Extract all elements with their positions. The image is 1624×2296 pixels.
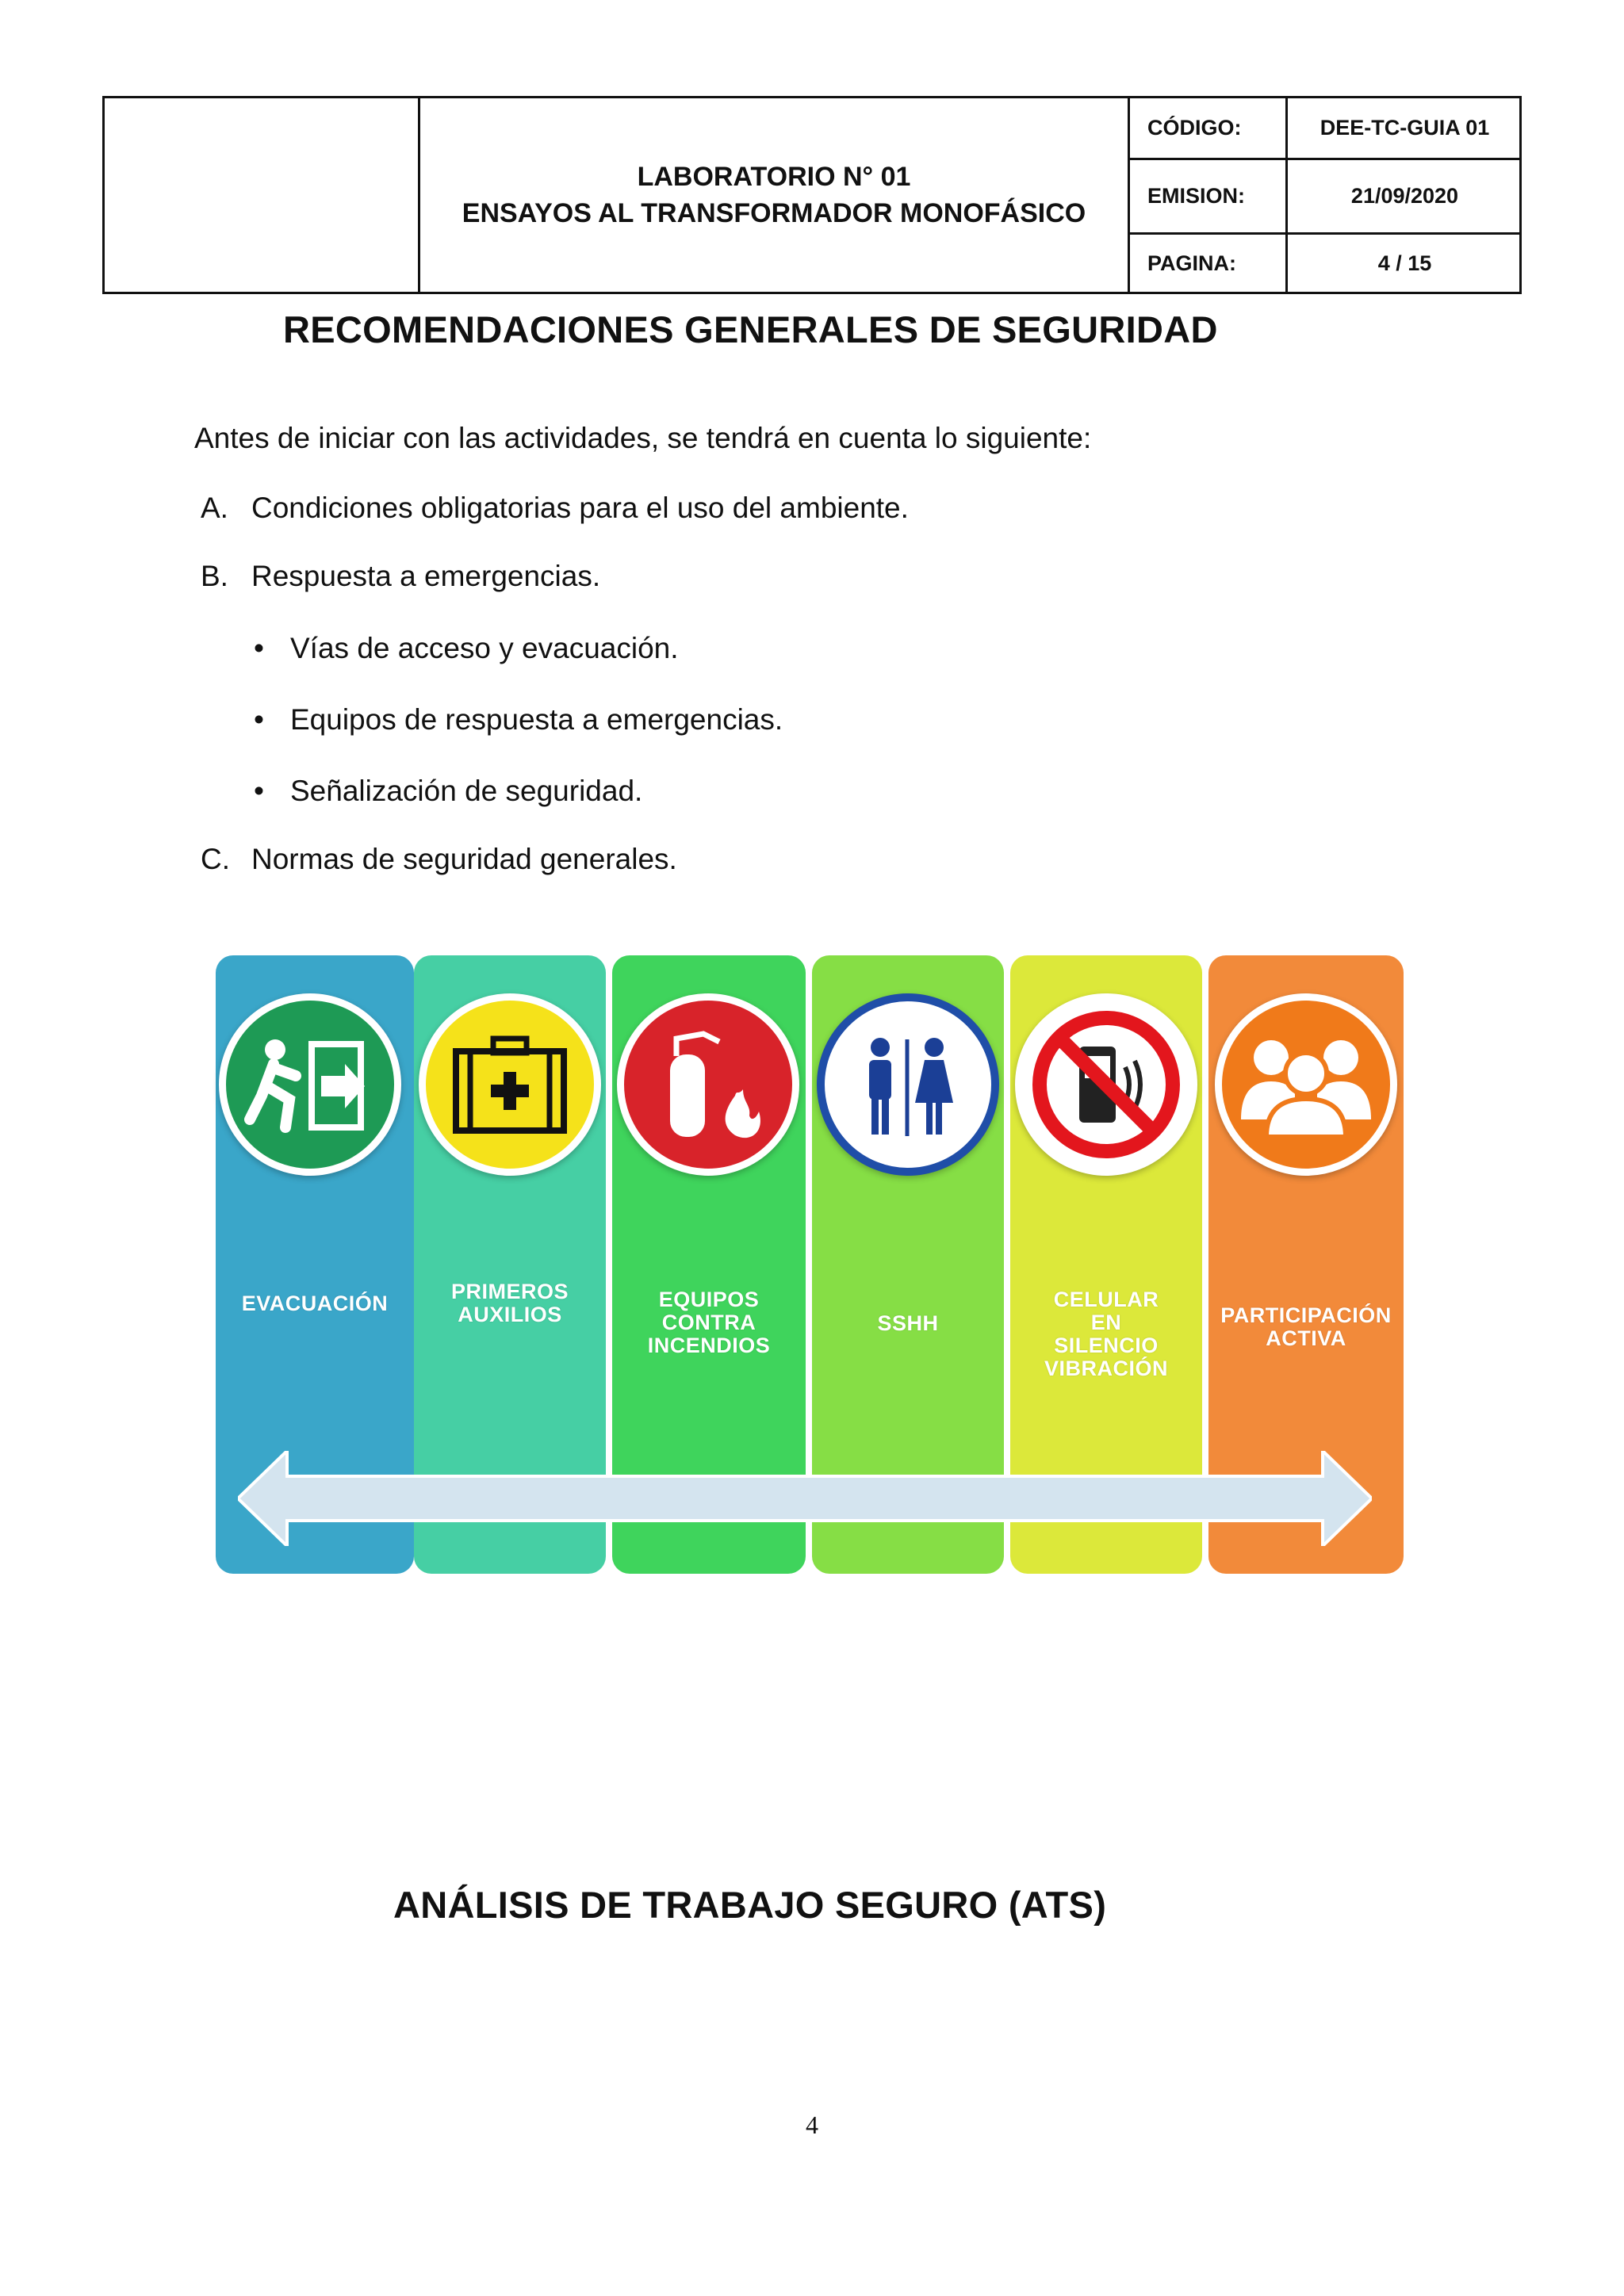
lab-subtitle: ENSAYOS AL TRANSFORMADOR MONOFÁSICO: [462, 198, 1086, 228]
column-label: CELULAR EN SILENCIO VIBRACIÓN: [1044, 1288, 1168, 1380]
intro-paragraph: Antes de iniciar con las actividades, se tendrá en cuenta lo siguiente:: [194, 422, 1092, 454]
bullet-text: Equipos de respuesta a emergencias.: [290, 703, 783, 736]
column-label: EQUIPOS CONTRA INCENDIOS: [647, 1288, 771, 1357]
section-title-ats: ANÁLISIS DE TRABAJO SEGURO (ATS): [393, 1884, 1107, 1926]
list-item-text: Normas de seguridad generales.: [251, 843, 677, 875]
pagina-label: PAGINA:: [1130, 235, 1288, 292]
list-item-c: [201, 843, 677, 876]
column-label: SSHH: [877, 1311, 939, 1335]
fire-extinguisher-icon: [617, 993, 799, 1176]
bullet-text: Señalización de seguridad.: [290, 775, 643, 807]
logo-cell: [105, 98, 420, 292]
pagina-value: 4 / 15: [1377, 251, 1432, 275]
pagina-row: [1130, 235, 1522, 292]
list-item-b: [201, 560, 600, 593]
list-item-text: Respuesta a emergencias.: [251, 560, 601, 592]
header-table: [102, 96, 1522, 294]
list-item-text: Condiciones obligatorias para el uso del ambiente.: [251, 492, 909, 524]
list-marker: B.: [201, 560, 228, 592]
emision-value: 21/09/2020: [1350, 184, 1459, 208]
restroom-icon: [817, 993, 999, 1176]
bullet-item: [254, 703, 783, 737]
list-marker: C.: [201, 843, 230, 875]
bullet-icon: •: [254, 703, 264, 736]
page-number: 4: [806, 2110, 818, 2139]
lab-title: LABORATORIO N° 01: [637, 162, 911, 192]
codigo-value: DEE-TC-GUIA 01: [1320, 116, 1490, 140]
codigo-label: CÓDIGO:: [1130, 98, 1288, 158]
list-marker: A.: [201, 492, 228, 524]
column-label: PARTICIPACIÓN ACTIVA: [1220, 1303, 1392, 1350]
column-label: EVACUACIÓN: [241, 1292, 389, 1315]
bullet-text: Vías de acceso y evacuación.: [290, 632, 679, 664]
safety-infographic: [216, 955, 1409, 1574]
header-meta: [1130, 98, 1522, 292]
header-title-cell: [420, 98, 1130, 292]
double-arrow-icon: [238, 1451, 1372, 1546]
bullet-icon: •: [254, 632, 264, 664]
first-aid-icon: [419, 993, 601, 1176]
bullet-icon: •: [254, 775, 264, 807]
no-phone-icon: [1015, 993, 1197, 1176]
group-icon: [1215, 993, 1397, 1176]
bullet-item: [254, 775, 643, 808]
emision-label: EMISION:: [1130, 160, 1288, 232]
emision-row: [1130, 160, 1522, 235]
codigo-row: [1130, 98, 1522, 160]
column-label: PRIMEROS AUXILIOS: [450, 1280, 569, 1326]
bullet-item: [254, 632, 679, 665]
list-item-a: [201, 492, 909, 525]
exit-icon: [219, 993, 401, 1176]
section-title-recomendaciones: RECOMENDACIONES GENERALES DE SEGURIDAD: [283, 308, 1218, 350]
